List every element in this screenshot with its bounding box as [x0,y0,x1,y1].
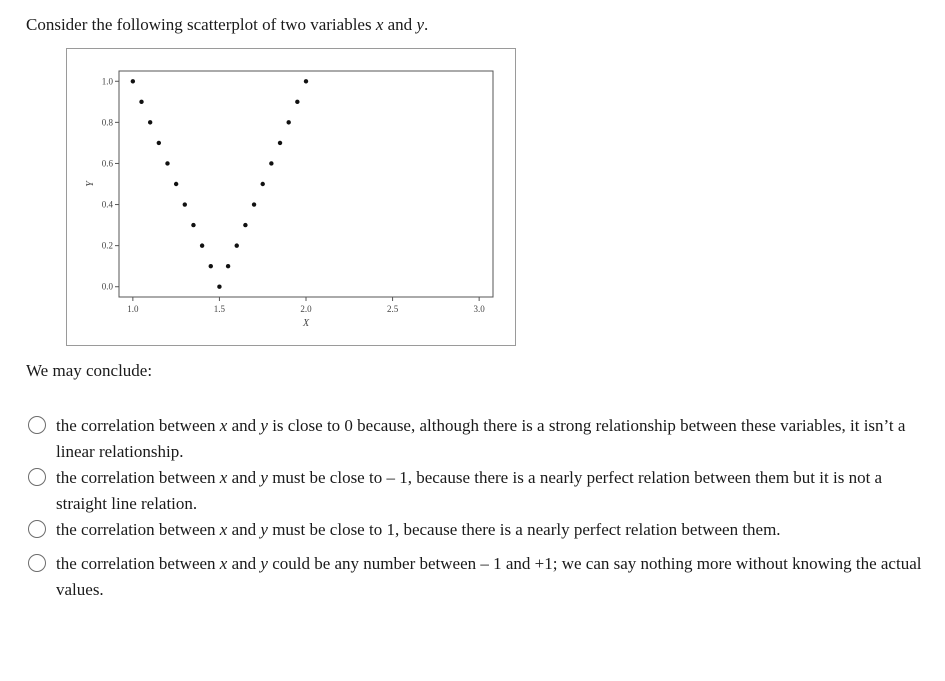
x-tick-label: 1.5 [213,304,226,314]
data-point [200,243,204,247]
variable-x: x [375,15,384,34]
y-tick-label: 1.0 [101,76,113,87]
y-axis-label: Y [85,181,96,187]
answer-options [26,413,931,603]
x-tick-label: 2.0 [300,304,312,314]
question-suffix: . [423,15,429,34]
variable-y: y [416,15,424,34]
scatterplot-figure [66,48,516,346]
data-point [139,100,143,104]
data-point [148,120,152,124]
data-point [235,243,239,247]
answer-option-1[interactable]: the correlation between x and y is close to 0 because, although there is a strong relationship between these variables, it isn’t a linear relationship. [26,413,931,465]
x-tick-label: 3.0 [473,304,485,314]
x-tick-label: 1.0 [127,304,139,314]
x-tick-label: 2.5 [386,304,399,314]
y-tick-label: 0.2 [101,240,113,251]
answer-option-2[interactable]: the correlation between x and y must be close to – 1, because there is a nearly perfect relation between them but it is not a straight line relation. [26,465,931,517]
data-point [191,223,195,227]
data-point [183,202,187,206]
y-tick-label: 0.8 [101,117,113,128]
data-point [286,120,290,124]
x-axis [127,297,485,314]
answer-option-3[interactable]: the correlation between x and y must be close to 1, because there is a nearly perfect relation between them. [26,517,931,543]
data-point [131,79,135,83]
data-point [304,79,308,83]
radio-button-3[interactable] [28,520,46,538]
data-point [157,141,161,145]
question-and: and [383,15,417,34]
question-prefix: Consider the following scatterplot of two variables [26,15,376,34]
data-point [269,161,273,165]
y-tick-label: 0.4 [101,199,113,210]
y-tick-label: 0.0 [101,281,113,292]
data-point [261,182,265,186]
radio-button-4[interactable] [28,554,46,572]
y-tick-label: 0.6 [101,158,113,169]
answer-option-4[interactable]: the correlation between x and y could be any number between – 1 and +1; we can say nothing more without knowing the actual values. [26,551,931,603]
scatterplot-chart [67,49,515,345]
data-point [165,161,169,165]
data-points [131,79,309,289]
data-point [295,100,299,104]
data-point [252,202,256,206]
data-point [226,264,230,268]
radio-button-2[interactable] [28,468,46,486]
x-axis-label: X [302,318,310,329]
y-axis [102,76,119,291]
data-point [209,264,213,268]
conclude-label: We may conclude: [26,361,153,380]
data-point [174,182,178,186]
data-point [278,141,282,145]
data-point [217,285,221,289]
question-text [26,13,428,37]
radio-button-1[interactable] [28,416,46,434]
data-point [243,223,247,227]
